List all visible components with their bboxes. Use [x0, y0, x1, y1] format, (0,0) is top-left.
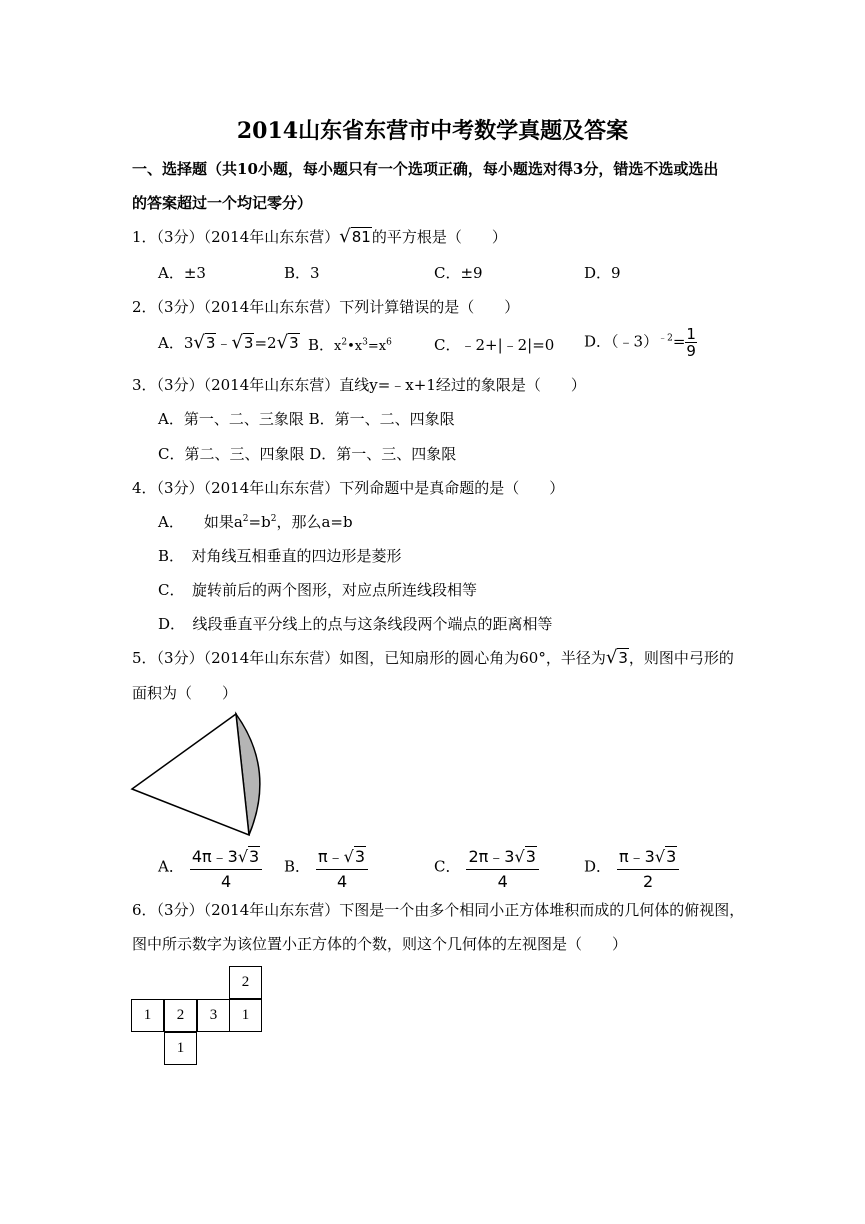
grid-cell: 2: [164, 999, 197, 1032]
q5-option-d: [584, 844, 679, 891]
q1-radicand: 81: [351, 228, 371, 246]
q2-a-radicand-3: 3: [289, 334, 299, 352]
q5-post: ，则图中弓形的: [628, 649, 734, 667]
q2-d-num: 1: [686, 325, 696, 343]
q2-option-c: C．﹣2+|﹣2|=0: [434, 336, 555, 354]
question-3: 3．（3分）（2014年山东东营）直线y=﹣x+1经过的象限是（ ）: [132, 376, 586, 394]
q5-a-label: A．: [158, 857, 184, 876]
q2-option-a: [158, 332, 300, 353]
q2-b-eq: =x: [367, 339, 387, 354]
q2-a-coef: 3: [183, 334, 194, 352]
question-5-line2: 面积为（ ）: [132, 684, 238, 702]
q5-d-fraction: $\frac{\pi﹣3√3}{2}$: [617, 844, 679, 891]
q2-option-b: [308, 334, 392, 355]
q4-option-d: D． 线段垂直平分线上的点与这条线段两个端点的距离相等: [158, 615, 553, 633]
q4-a-label: A．: [158, 513, 184, 531]
q5-radicand: 3: [618, 649, 628, 667]
q5-d-num: π﹣3: [619, 847, 655, 866]
q2-b-dot: •x: [347, 339, 363, 354]
q5-option-b: [284, 844, 368, 891]
grid-cell: 1: [229, 999, 262, 1032]
q4-a-exp1: 2: [242, 514, 249, 524]
question-6-line2: 图中所示数字为该位置小正方体的个数，则这个几何体的左视图是（ ）: [132, 935, 628, 953]
q1-option-a: A．±3: [158, 264, 206, 282]
q2-a-radicand-2: 3: [243, 334, 254, 352]
q4-a-post: ，那么a=b: [276, 513, 353, 531]
q5-c-num: 2π﹣3: [468, 847, 515, 866]
q2-d-base: D．（﹣3）: [584, 332, 659, 351]
q1-suffix: 的平方根是（ ）: [371, 228, 507, 246]
q5-d-label: D．: [584, 857, 612, 876]
q4-option-a: [158, 511, 353, 532]
grid-cell: 2: [229, 966, 262, 999]
q5-a-radicand: 3: [249, 847, 260, 866]
q5-b-den: 4: [336, 872, 348, 891]
q4-option-b: B． 对角线互相垂直的四边形是菱形: [158, 547, 402, 565]
question-5: [132, 647, 734, 668]
question-2: 2．（3分）（2014年山东东营）下列计算错误的是（ ）: [132, 298, 520, 316]
q5-option-c: [434, 844, 539, 891]
q2-a-radical-1: √3: [193, 332, 216, 353]
q1-option-d: D．9: [584, 264, 621, 282]
q2-b-exp3: 6: [386, 337, 392, 348]
q2-d-den: 9: [686, 342, 696, 360]
q1-option-b: B．3: [284, 264, 320, 282]
q2-a-radical-2: √3: [231, 332, 254, 353]
grid-cell: 1: [131, 999, 164, 1032]
q2-a-minus: ﹣: [216, 334, 232, 352]
page-title: 2014山东省东营市中考数学真题及答案: [236, 118, 629, 144]
q5-b-radicand: 3: [354, 847, 366, 866]
q1-option-c: C．±9: [434, 264, 483, 282]
section-heading-line1: 一、选择题（共10小题，每小题只有一个选项正确，每小题选对得3分，错选不选或选出: [132, 160, 719, 178]
q1-prefix: 1．（3分）（2014年山东东营）: [132, 228, 340, 246]
grid-cell: 1: [164, 1032, 197, 1065]
sector-figure: [128, 710, 268, 840]
q2-option-d: [584, 326, 697, 359]
q5-c-fraction: $\frac{2\pi﹣3√3}{4}$: [466, 844, 538, 891]
q2-a-equals: =2: [254, 334, 277, 352]
q5-option-a: [158, 844, 262, 891]
q2-d-exp: ﹣2: [658, 333, 673, 344]
q5-d-radicand: 3: [666, 847, 677, 866]
q4-option-c: C． 旋转前后的两个图形，对应点所连线段相等: [158, 581, 477, 599]
q4-a-pre: 如果a: [203, 513, 243, 531]
q4-a-exp2: 2: [270, 514, 277, 524]
sector-triangle: [132, 714, 249, 835]
q5-c-label: C．: [434, 857, 461, 876]
q4-a-mid: =b: [248, 513, 271, 531]
q2-b-x: x: [334, 339, 342, 354]
q3-options-line1: A．第一、二、三象限 B．第一、二、四象限: [158, 410, 455, 428]
q2-d-eq: =: [672, 332, 686, 351]
q5-b-fraction: $\frac{\pi﹣√3}{4}$: [316, 844, 368, 891]
q2-b-label: B．: [308, 336, 335, 354]
q5-d-den: 2: [643, 872, 654, 891]
q2-d-fraction: [685, 326, 697, 359]
q5-c-den: 4: [497, 872, 508, 891]
q5-c-radicand: 3: [525, 847, 536, 866]
q2-b-exp1: 2: [341, 337, 348, 348]
q5-a-fraction: $\frac{4\pi﹣3√3}{4}$: [190, 844, 262, 891]
q2-a-radical-3: √3: [276, 332, 299, 353]
q2-a-label: A．: [158, 334, 184, 352]
q2-b-exp2: 3: [362, 337, 368, 348]
q5-b-num: π﹣: [318, 847, 344, 866]
q3-options-line2: C．第二、三、四象限 D．第一、三、四象限: [158, 445, 457, 463]
q5-b-label: B．: [284, 857, 311, 876]
question-1: [132, 226, 507, 247]
question-4: 4．（3分）（2014年山东东营）下列命题中是真命题的是（ ）: [132, 479, 565, 497]
grid-cell: 3: [197, 999, 230, 1032]
section-heading-line2: 的答案超过一个均记零分）: [132, 194, 313, 212]
q2-a-radicand-1: 3: [205, 334, 216, 352]
top-view-grid: [131, 966, 263, 1066]
q5-pre: 5．（3分）（2014年山东东营）如图，已知扇形的圆心角为60°，半径为: [132, 649, 606, 667]
q5-a-num: 4π﹣3: [191, 847, 238, 866]
question-6: 6．（3分）（2014年山东东营）下图是一个由多个相同小正方体堆积而成的几何体的俯视图，: [132, 901, 745, 919]
q5-radical: √3: [605, 647, 628, 668]
q5-a-den: 4: [220, 872, 232, 891]
q1-radical: √81: [339, 226, 371, 247]
